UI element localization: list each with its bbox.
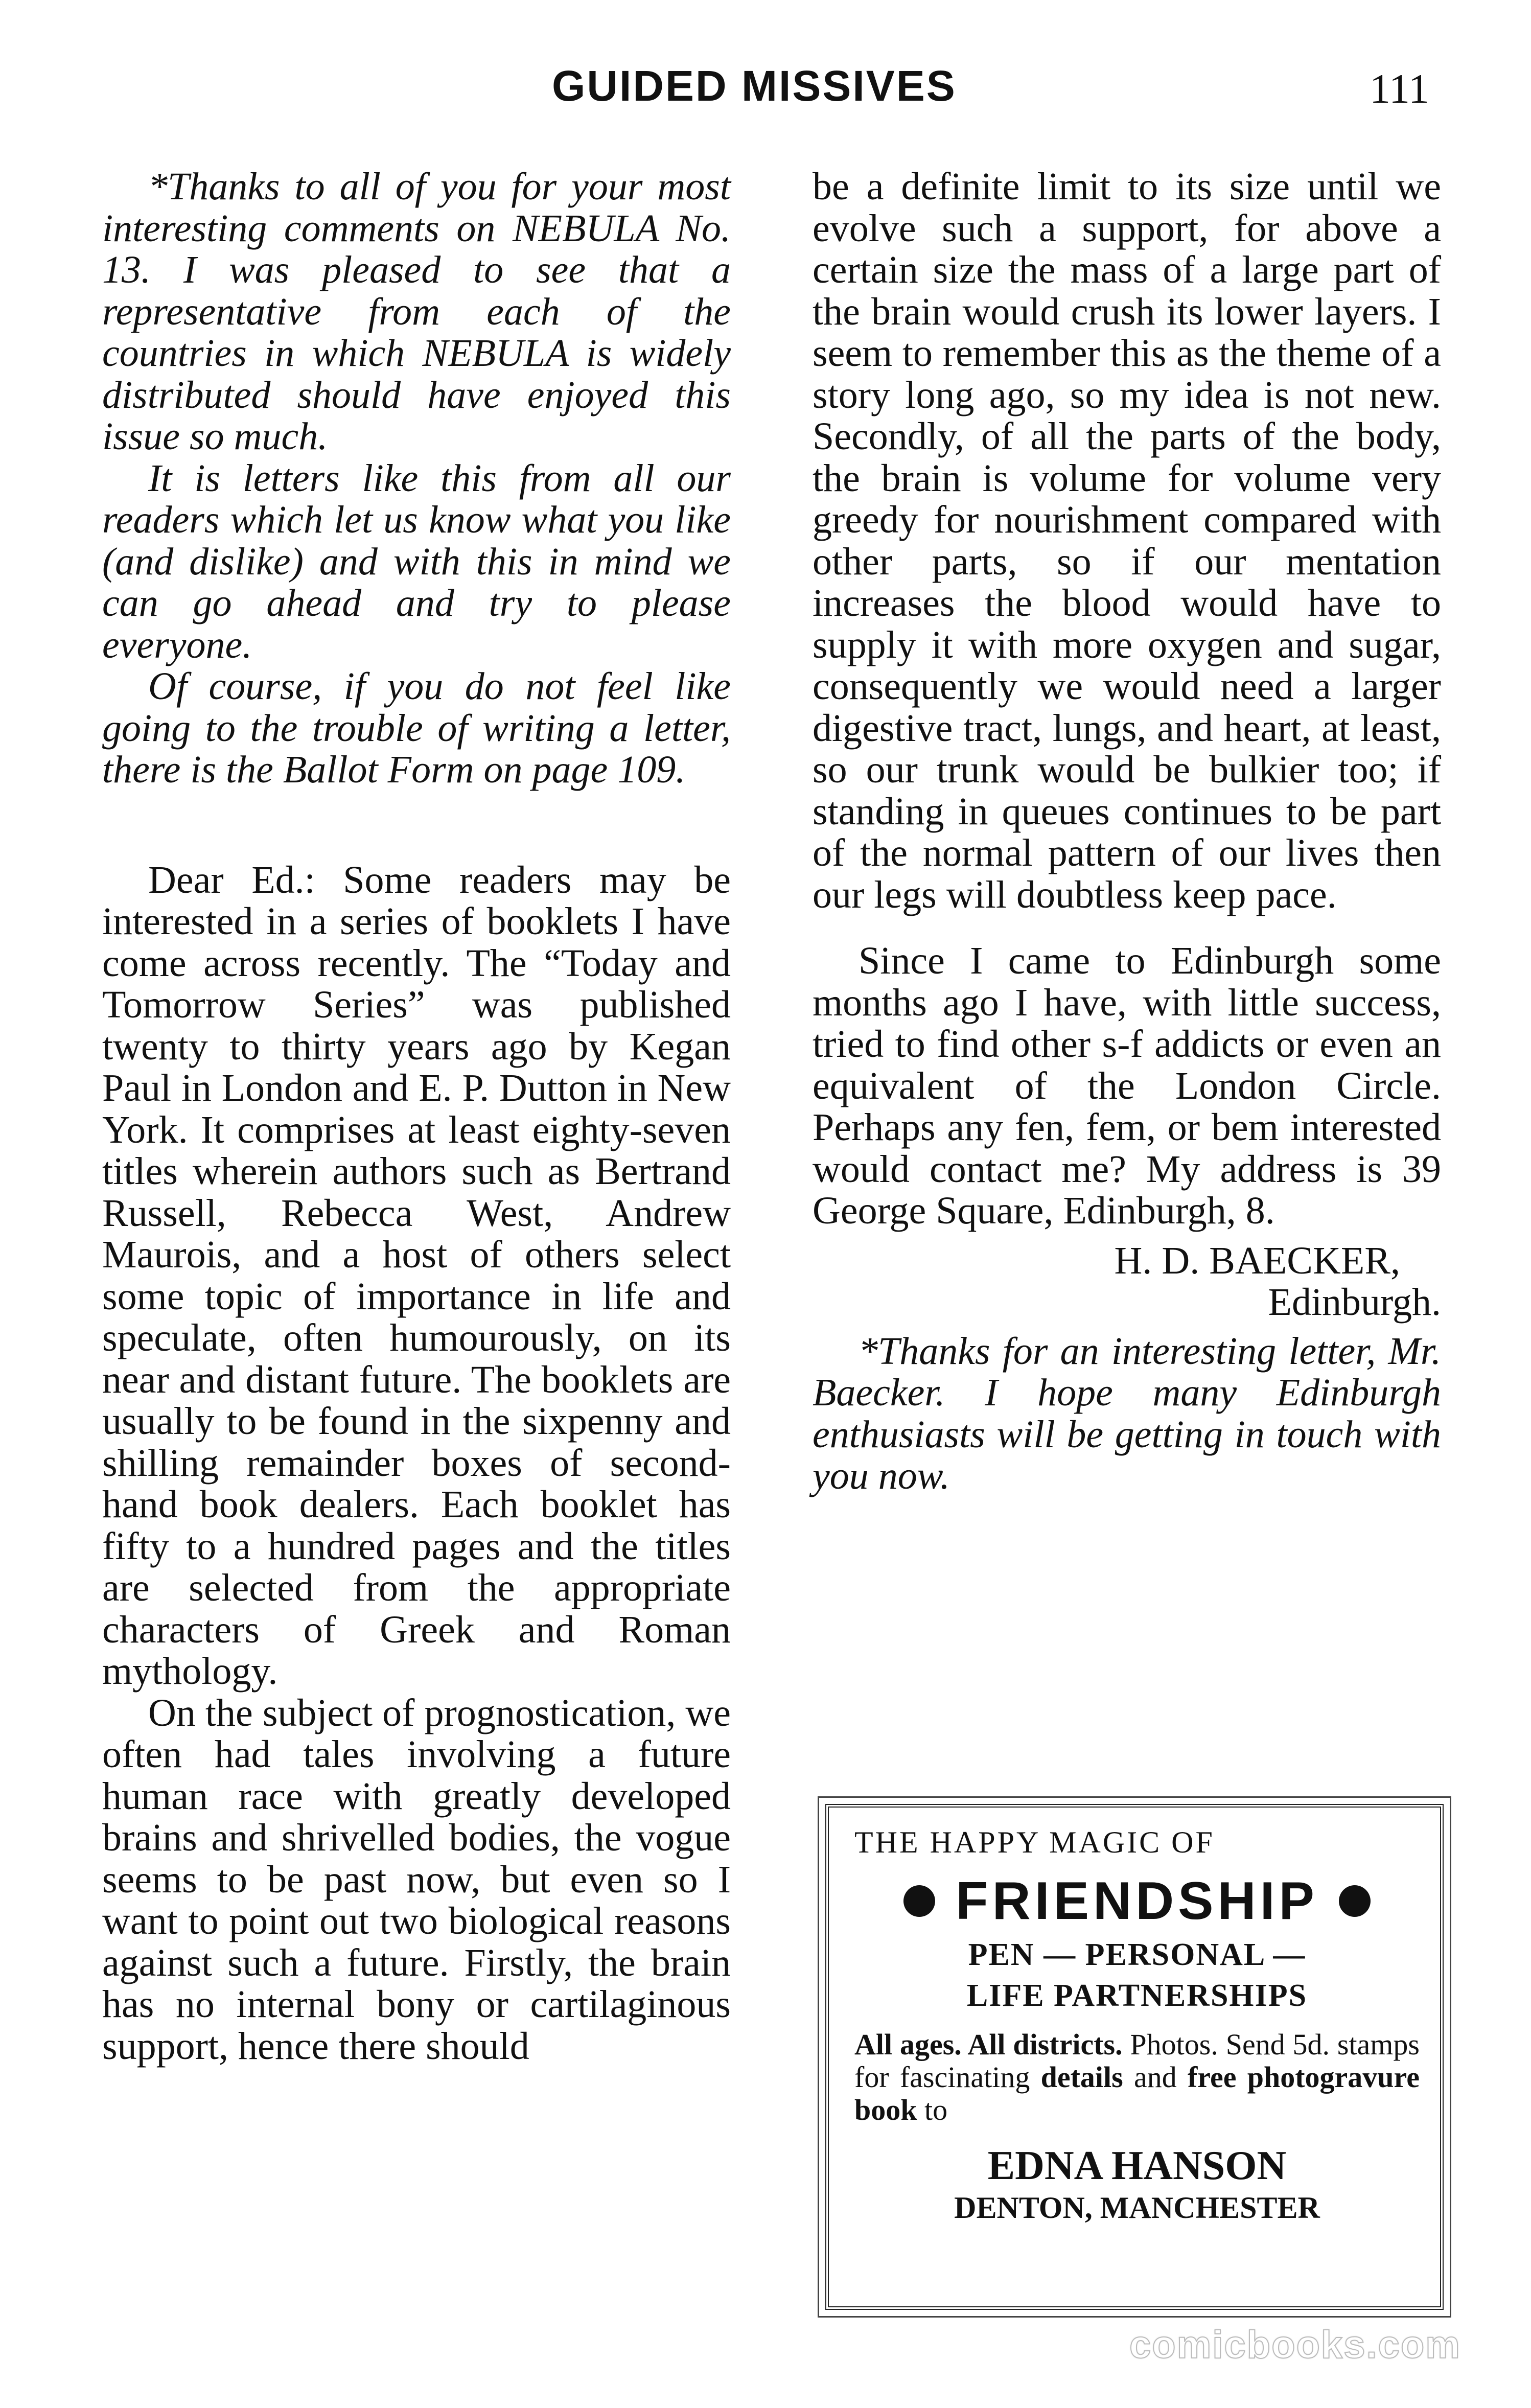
editor-note-paragraph: It is letters like this from all our readers which let us know what you like (and dislike) and with this in mind we can go ahead and try to please everyone. bbox=[102, 456, 731, 666]
friendship-advertisement bbox=[825, 1804, 1444, 2310]
ad-headline bbox=[854, 1868, 1420, 1934]
signature-name: H. D. BAECKER, bbox=[1114, 1239, 1400, 1282]
page-title: GUIDED MISSIVES bbox=[552, 62, 957, 110]
ad-contact-name: EDNA HANSON bbox=[987, 2143, 1287, 2188]
bullet-dot-icon bbox=[903, 1885, 935, 1917]
watermark: comicbooks.com bbox=[1129, 2323, 1461, 2367]
ad-body-plain: to bbox=[917, 2093, 948, 2126]
paragraph-spacer bbox=[813, 916, 1441, 940]
ad-subline: LIFE PARTNERSHIPS bbox=[966, 1978, 1308, 2013]
letter-paragraph: Since I came to Edinburgh some months ago I have, with little success, tried to find other s-f addicts or even an equivalent of the London Circle. Perhaps any fen, fem, or bem interested would contact me? My address is 39 George Square, Edinburgh, 8. bbox=[813, 939, 1441, 1232]
bullet-dot-icon bbox=[1339, 1885, 1371, 1917]
ad-body-text bbox=[854, 2028, 1420, 2126]
ad-body-plain: and bbox=[1123, 2060, 1188, 2094]
ad-headline-text: FRIENDSHIP bbox=[956, 1871, 1318, 1931]
ad-body-bold: All ages. All districts. bbox=[854, 2028, 1123, 2061]
ad-contact-place: DENTON, MANCHESTER bbox=[954, 2191, 1320, 2225]
editor-note-paragraph: *Thanks for an interesting letter, Mr. Baecker. I hope many Edinburgh enthusiasts will be getting in touch with you now. bbox=[813, 1329, 1441, 1497]
paragraph-spacer bbox=[102, 791, 731, 860]
editor-note-paragraph: *Thanks to all of you for your most interesting comments on NEBULA No. 13. I was pleased to see that a representative from each of the countries in which NEBULA is widely distributed should have enjoyed this issue so much. bbox=[102, 165, 731, 458]
ad-intro-line: THE HAPPY MAGIC OF bbox=[854, 1825, 1215, 1859]
letter-paragraph: Dear Ed.: Some readers may be interested in a series of booklets I have come across recently. The “Today and Tomorrow Series” was published twenty to thirty years ago by Kegan Paul in London and E. P. Dutton in New York. It comprises at least eighty-seven titles wherein authors such as Bertrand Russell, Rebecca West, Andrew Maurois, and a host of others select some topic of importance in life and speculate, often humourously, on its near and distant future. The booklets are usually to be found in the sixpenny and shilling remainder boxes of second-hand book dealers. Each booklet has fifty to a hundred pages and the titles are selected from the appropriate characters of Greek and Roman mythology. bbox=[102, 858, 731, 1693]
signature-place: Edinburgh. bbox=[1268, 1281, 1441, 1324]
page-number: 111 bbox=[1370, 65, 1429, 112]
letter-paragraph: On the subject of prognostication, we often had tales involving a future human race with greatly developed brains and shrivelled bodies, the vogue seems to be past now, but even so I want to point out two biological reasons against such a future. Firstly, the brain has no internal bony or cartilaginous support, hence there should bbox=[102, 1691, 731, 2068]
ad-body-bold: free photogravure book bbox=[854, 2060, 1420, 2126]
left-column bbox=[102, 166, 731, 2067]
letter-paragraph: be a definite limit to its size until we evolve such a support, for above a certain size the mass of a large part of the brain would crush its lower layers. I seem to remember this as the theme of a story long ago, so my idea is not new. Secondly, of all the parts of the body, the brain is volume for volume very greedy for nourishment compared with other parts, so if our mentation increases the blood would have to supply it with more oxygen and sugar, consequently we would need a larger digestive tract, lungs, and heart, at least, so our trunk would be bulkier too; if standing in queues continues to be part of the normal pattern of our lives then our legs will doubtless keep pace. bbox=[813, 165, 1441, 916]
ad-body-plain: Photos. Send 5d. stamps for fascinating bbox=[854, 2028, 1420, 2094]
ad-body-bold: details bbox=[1040, 2060, 1123, 2094]
ad-subline: PEN — PERSONAL — bbox=[968, 1937, 1306, 1972]
right-column bbox=[813, 166, 1441, 1497]
editor-note-paragraph: Of course, if you do not feel like going to the trouble of writing a letter, there is the Ballot Form on page 109. bbox=[102, 665, 731, 791]
